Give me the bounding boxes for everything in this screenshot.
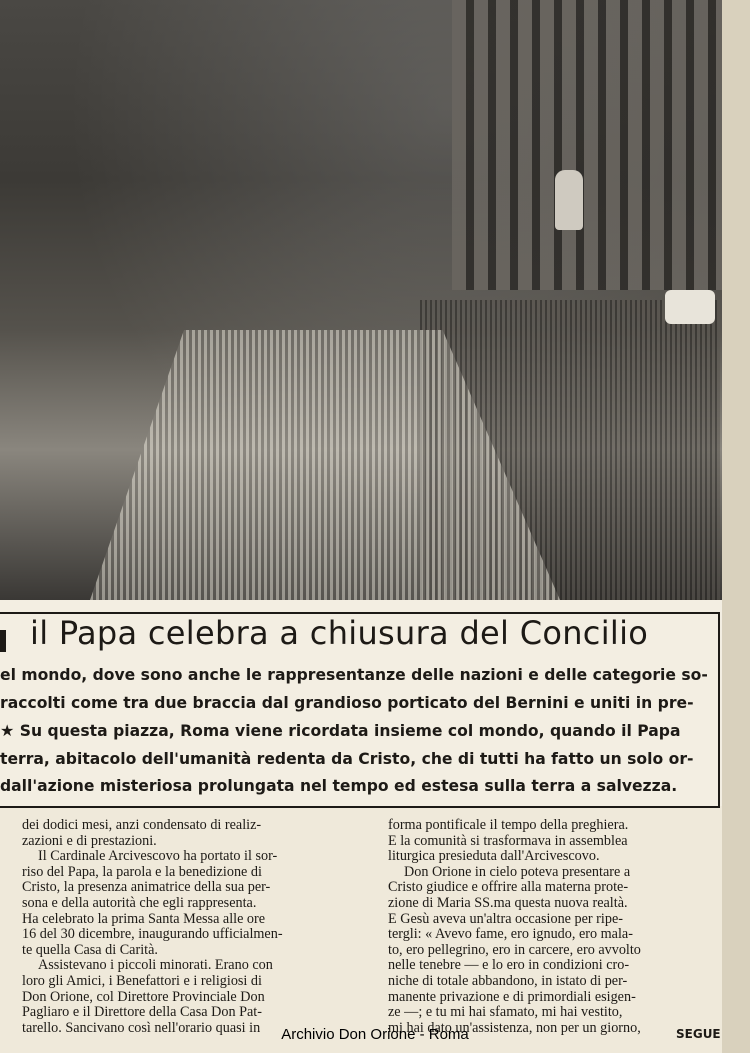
text-line: Don Orione, col Direttore Provinciale Don: [22, 988, 265, 1005]
text-line: E Gesù aveva un'altra occasione per ripe-: [388, 910, 623, 927]
text-line: 16 del 30 dicembre, inaugurando ufficialmen-: [22, 926, 283, 943]
text-line: Il Cardinale Arcivescovo ha portato il sor-: [38, 848, 278, 865]
vehicle-shape: [665, 290, 715, 324]
headline-deck: [0, 662, 712, 801]
colonnade-shape: [452, 0, 722, 290]
text-line: forma pontificale il tempo della preghiera.: [388, 817, 629, 833]
text-line: ze —; e tu mi hai sfamato, mi hai vestito,: [388, 1004, 623, 1021]
archive-watermark: Archivio Don Orione - Roma: [281, 1026, 469, 1043]
text-line: Assistevano i piccoli minorati. Erano con: [38, 957, 273, 974]
text-line: tarello. Sancivano così nell'orario quasi in: [22, 1019, 261, 1036]
text-line: to, ero pellegrino, ero in carcere, ero avvolto: [388, 941, 641, 958]
text-line: zione di Maria SS.ma questa nuova realtà.: [388, 894, 628, 911]
text-line: niche di totale abbandono, in istato di per-: [388, 972, 628, 989]
article-column-2: [388, 818, 723, 1036]
text-line: Don Orione in cielo poteva presentare a: [404, 863, 631, 880]
star-icon: ★: [0, 721, 15, 740]
deck-line: el mondo, dove sono anche le rappresentanze delle nazioni e delle categorie so-: [0, 666, 708, 684]
text-line: E la comunità si trasformava in assemblea: [388, 832, 628, 849]
text-line: nelle tenebre — e lo ero in condizioni cro-: [388, 957, 630, 974]
text-line: Ha celebrato la prima Santa Messa alle ore: [22, 910, 266, 927]
text-line: liturgica presieduta dall'Arcivescovo.: [388, 848, 600, 865]
statue-shape: [555, 170, 583, 230]
article-column-1: [22, 818, 357, 1036]
text-line: te quella Casa di Carità.: [22, 941, 158, 958]
deck-line: dall'azione misteriosa prolungata nel tempo ed estesa sulla terra a salvezza.: [0, 777, 678, 795]
deck-line: terra, abitacolo dell'umanità redenta da Cristo, che di tutti ha fatto un solo or-: [0, 749, 694, 768]
deck-line: ★ Su questa piazza, Roma viene ricordata insieme col mondo, quando il Papa: [0, 721, 681, 740]
page-edge: [722, 0, 750, 1053]
text-line: Cristo giudice e offrire alla materna prote-: [388, 879, 629, 896]
page-title: il Papa celebra a chiusura del Concilio: [30, 614, 649, 652]
text-line: Cristo, la presenza animatrice della sua per-: [22, 879, 271, 896]
text-line: tergli: « Avevo fame, ero ignudo, ero mala-: [388, 926, 633, 943]
text-line: Pagliaro e il Direttore della Casa Don Pat-: [22, 1004, 262, 1021]
text-line: manente privazione e di primordiali esigen-: [388, 988, 636, 1005]
text-line: loro gli Amici, i Benefattori e i religiosi di: [22, 972, 262, 989]
continued-label: SEGUE: [676, 1027, 721, 1041]
text-line: dei dodici mesi, anzi condensato di realiz-: [22, 817, 262, 833]
text-line: sona e della autorità che egli rappresenta.: [22, 894, 257, 911]
text-line: mi hai dato un'assistenza, non per un giorno,: [388, 1019, 641, 1036]
text-line: zazioni e di prestazioni.: [22, 832, 157, 849]
deck-line: raccolti come tra due braccia dal grandioso porticato del Bernini e uniti in pre-: [0, 693, 694, 712]
title-tick: [0, 630, 6, 652]
text-line: riso del Papa, la parola e la benedizione di: [22, 863, 262, 880]
